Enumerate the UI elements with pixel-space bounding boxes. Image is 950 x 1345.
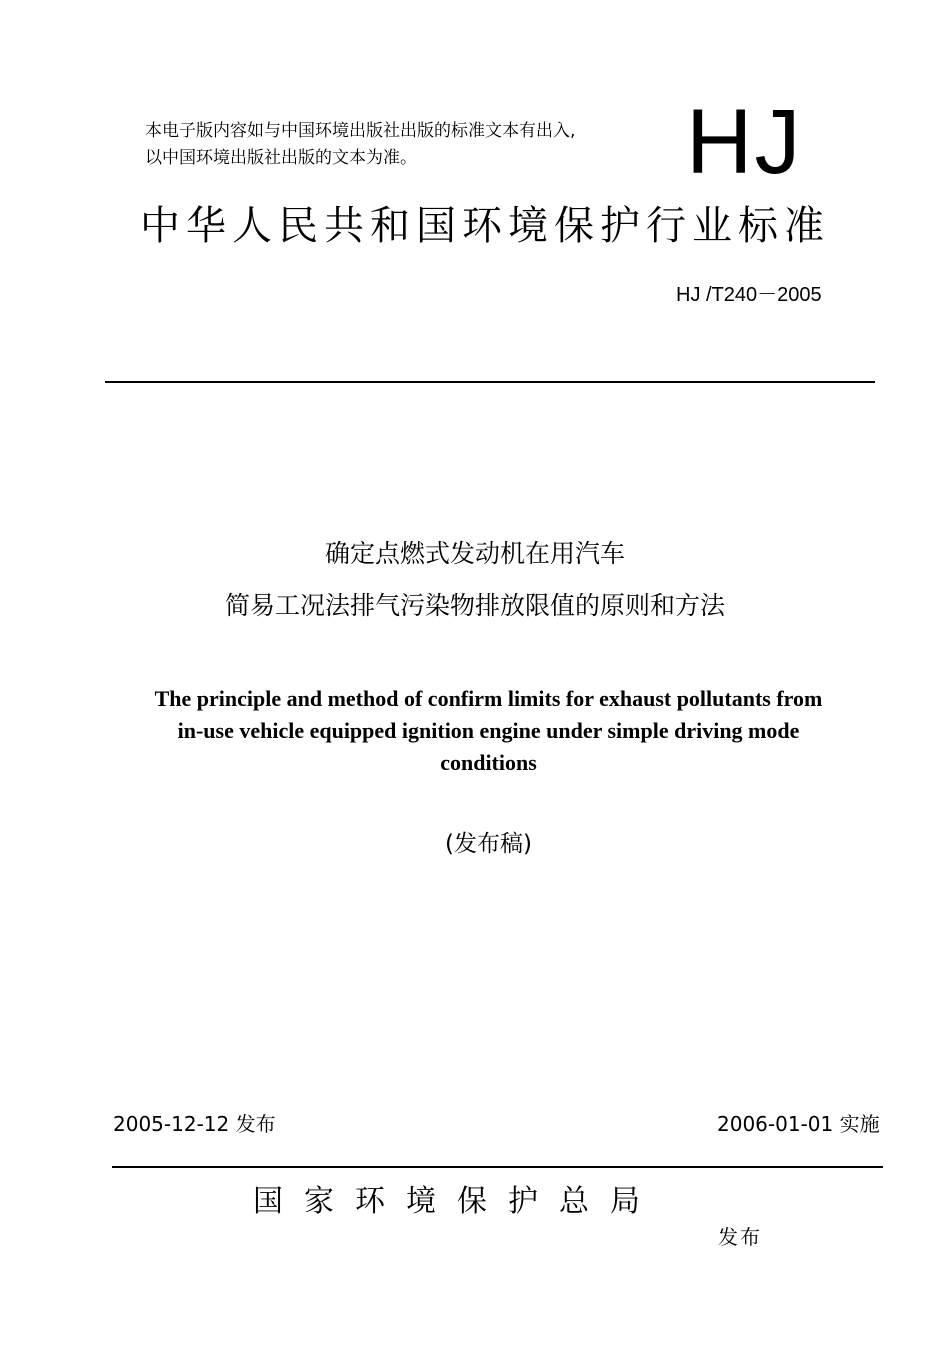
- notice-line-2: 以中国环境出版社出版的文本为准。: [145, 148, 417, 168]
- bottom-divider: [112, 1166, 883, 1168]
- draft-status-label: (发布稿): [445, 831, 532, 857]
- notice-line-1: 本电子版内容如与中国环境出版社出版的标准文本有出入,: [145, 121, 576, 141]
- english-title-line-3: conditions: [440, 750, 537, 775]
- hj-logo: HJ: [686, 91, 803, 193]
- issue-date: 2005-12-12 发布: [113, 1112, 276, 1136]
- standard-number: HJ /T240－2005: [676, 284, 822, 306]
- publish-label: 发布: [718, 1225, 762, 1249]
- chinese-title-line-1: 确定点燃式发动机在用汽车: [324, 539, 625, 568]
- top-divider: [105, 381, 875, 383]
- electronic-version-notice: [145, 118, 575, 172]
- chinese-title-line-2: 简易工况法排气污染物排放限值的原则和方法: [224, 591, 725, 620]
- english-title-line-2: in-use vehicle equipped ignition engine under simple driving mode: [177, 718, 800, 743]
- chinese-title: [0, 528, 950, 632]
- implementation-date: 2006-01-01 实施: [717, 1112, 880, 1136]
- issuing-agency: 国家环境保护总局: [253, 1184, 661, 1219]
- english-title-line-1: The principle and method of confirm limits for exhaust pollutants from: [154, 686, 823, 711]
- english-title: [0, 683, 950, 779]
- industry-standard-title: 中华人民共和国环境保护行业标准: [140, 203, 830, 249]
